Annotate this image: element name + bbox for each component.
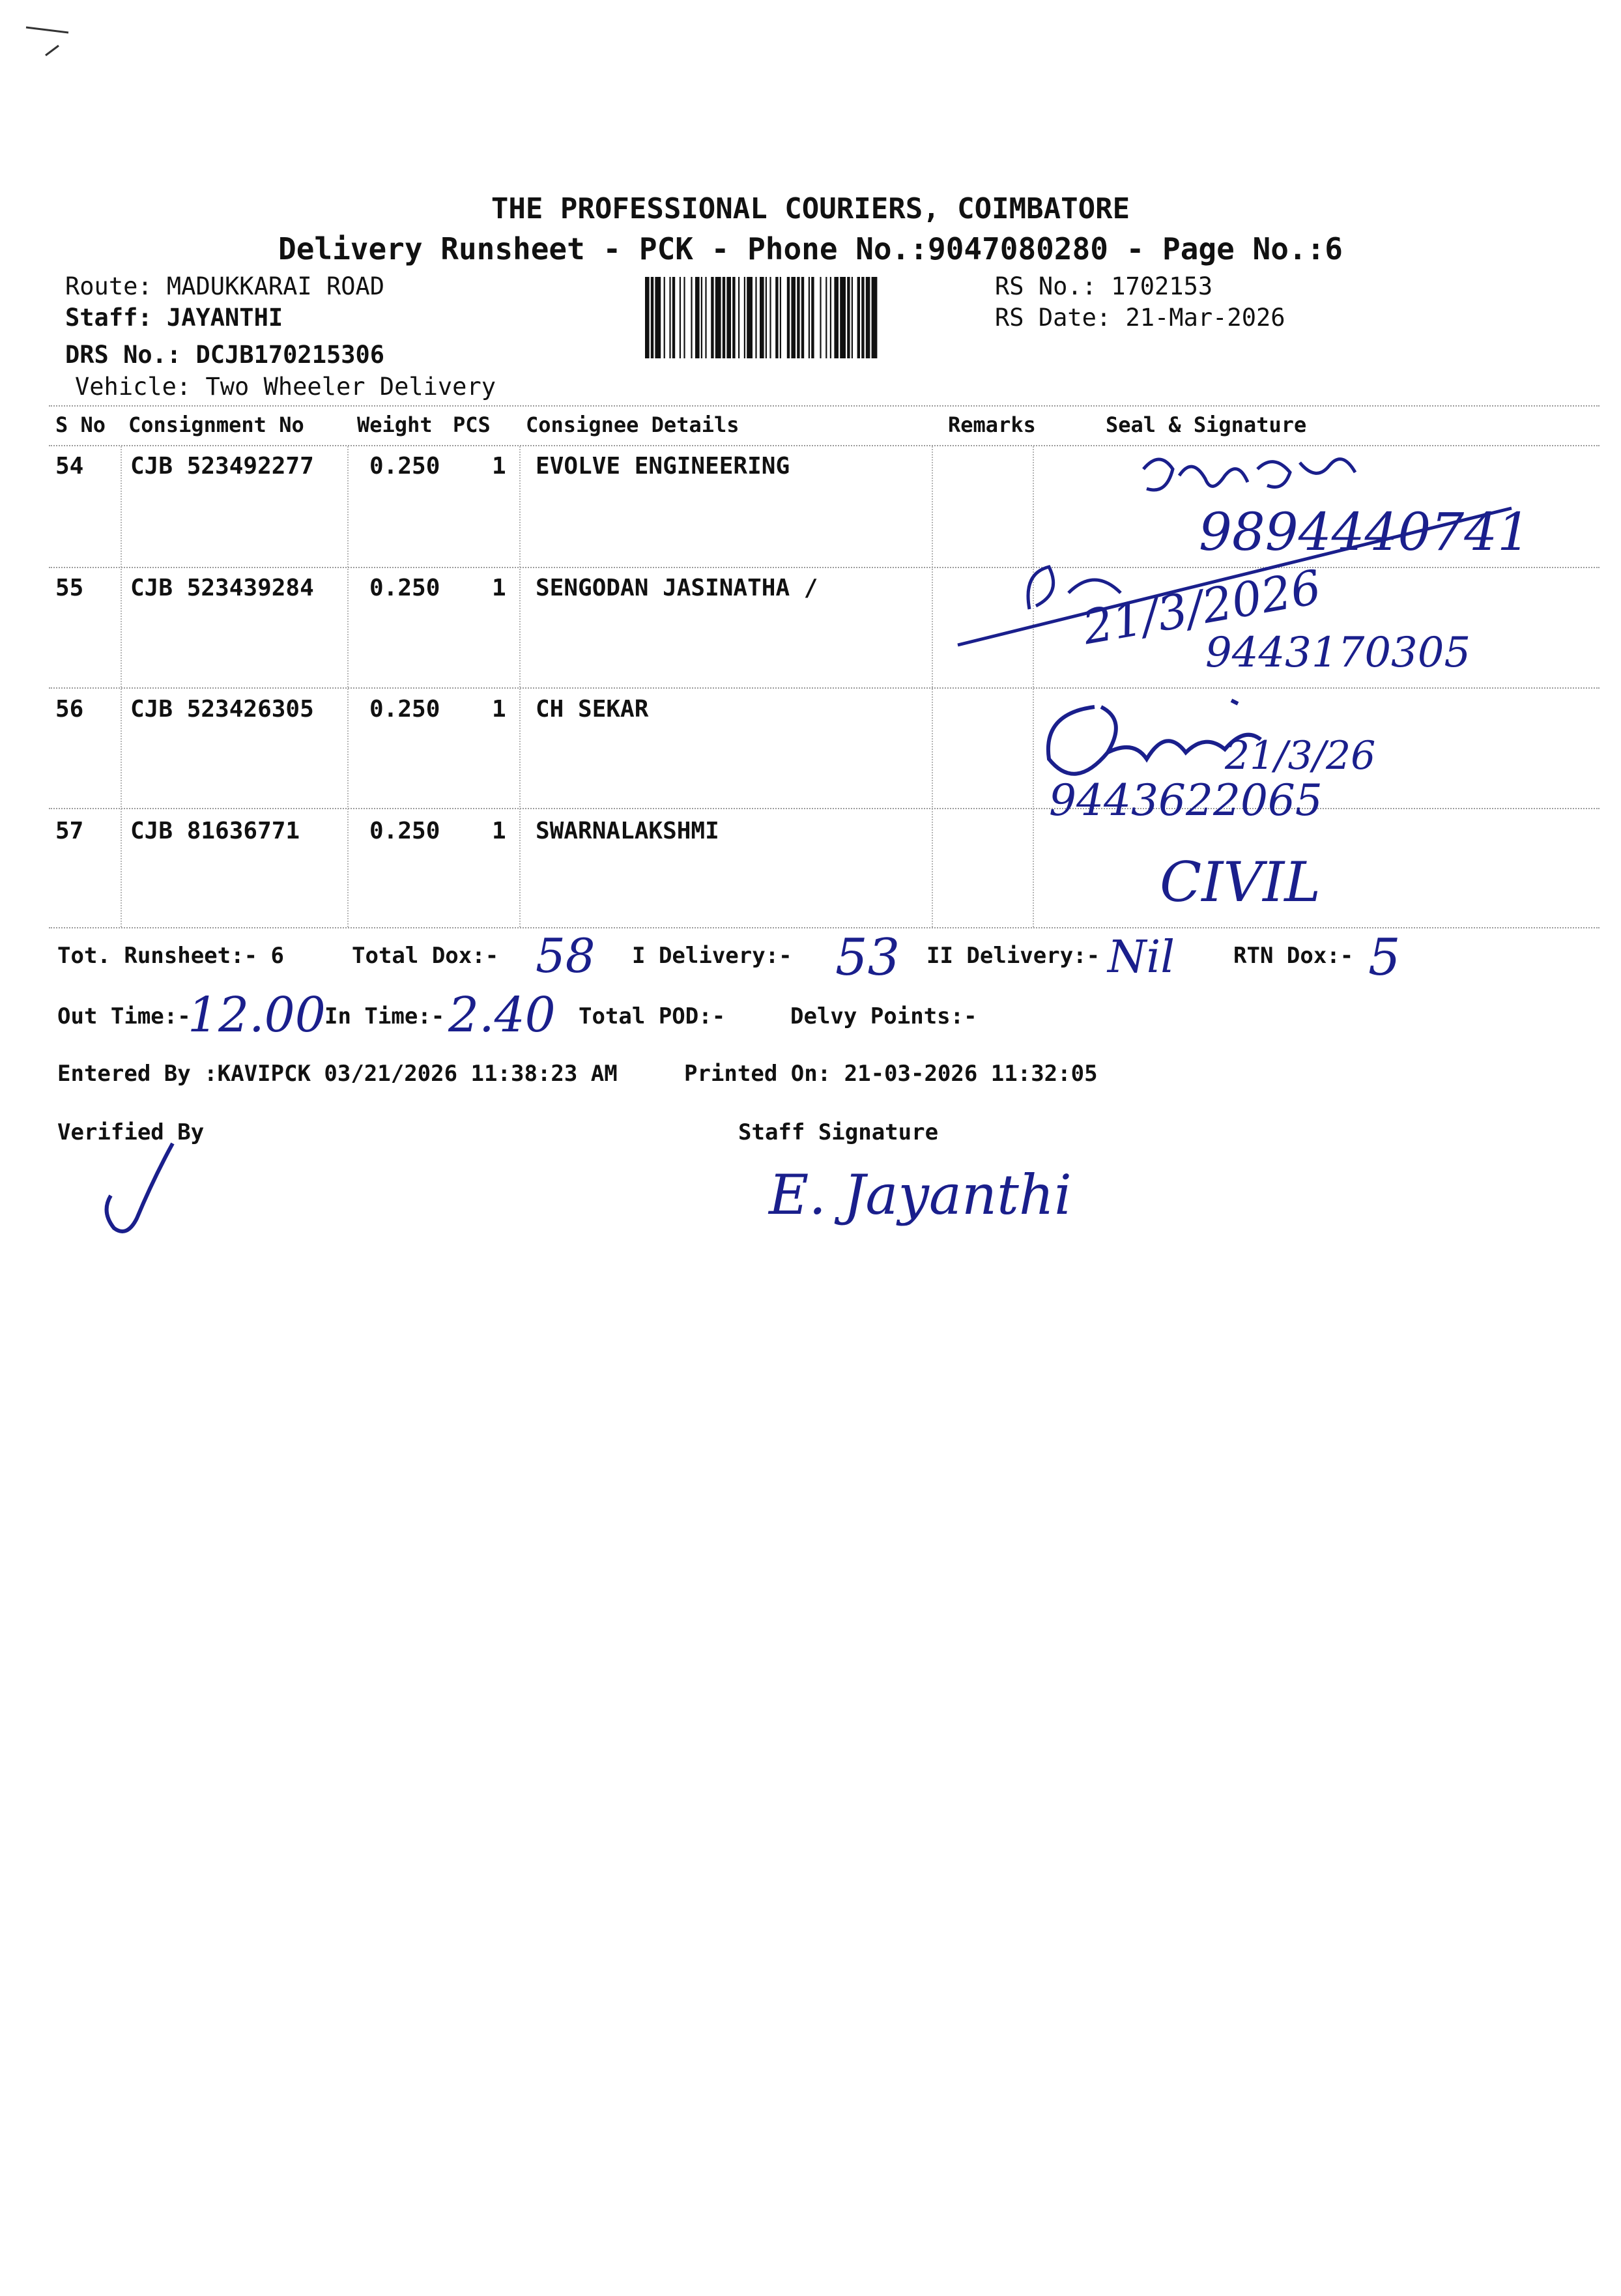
total-dox-value: 58 — [536, 928, 595, 983]
rs-number: RS No.: 1702153 — [995, 272, 1213, 300]
row-rule — [49, 687, 1599, 689]
total-dox-label: Total Dox:- — [352, 943, 499, 969]
row-weight: 0.250 — [369, 696, 440, 723]
rtn-dox-value: 5 — [1368, 928, 1401, 987]
i-delivery-value: 53 — [835, 928, 900, 987]
col-header-remarks: Remarks — [948, 412, 1036, 437]
vehicle-label: Vehicle: Two Wheeler Delivery — [75, 373, 496, 401]
row-weight: 0.250 — [369, 818, 440, 844]
verified-by-label: Verified By — [57, 1119, 205, 1145]
handwritten-phone: 9894440741 — [1199, 502, 1530, 562]
barcode — [645, 277, 987, 358]
col-header-sno: S No — [55, 412, 106, 437]
row-pcs: 1 — [492, 453, 506, 480]
row-sno: 56 — [55, 696, 84, 723]
staff-signature: E. Jayanthi — [769, 1163, 1072, 1227]
tot-runsheet: Tot. Runsheet:- 6 — [57, 943, 284, 969]
checkmark-icon — [98, 1134, 182, 1238]
printed-on: Printed On: 21-03-2026 11:32:05 — [684, 1061, 1098, 1087]
row-consignment: CJB 523426305 — [130, 696, 314, 723]
row-sno: 55 — [55, 575, 84, 601]
row-weight: 0.250 — [369, 575, 440, 601]
delvy-points-label: Delvy Points:- — [790, 1003, 977, 1029]
row-pcs: 1 — [492, 818, 506, 844]
table-top-rule — [49, 405, 1599, 407]
drs-number: DRS No.: DCJB170215306 — [65, 341, 385, 369]
col-header-pcs: PCS — [453, 412, 491, 437]
handwritten-phone: 9443622065 — [1049, 775, 1323, 825]
col-header-seal-signature: Seal & Signature — [1106, 412, 1307, 437]
row-consignment: CJB 523492277 — [130, 453, 314, 480]
total-pod-label: Total POD:- — [579, 1003, 726, 1029]
route-label: Route: MADUKKARAI ROAD — [65, 272, 385, 300]
handwritten-phone: 9443170305 — [1205, 629, 1471, 677]
row-consignment: CJB 523439284 — [130, 575, 314, 601]
company-title: THE PROFESSIONAL COURIERS, COIMBATORE — [491, 192, 1130, 225]
row-consignee: EVOLVE ENGINEERING — [536, 453, 790, 480]
row-consignee: SWARNALAKSHMI — [536, 818, 719, 844]
runsheet-subtitle: Delivery Runsheet - PCK - Phone No.:9047080280 - Page No.:6 — [278, 231, 1343, 266]
in-time-label: In Time:- — [324, 1003, 445, 1029]
table-bottom-rule — [49, 927, 1599, 928]
staff-label: Staff: JAYANTHI — [65, 304, 283, 332]
row-consignee: CH SEKAR — [536, 696, 649, 723]
rtn-dox-label: RTN Dox:- — [1233, 943, 1354, 969]
column-divider — [519, 446, 521, 927]
staff-signature-label: Staff Signature — [738, 1119, 939, 1145]
column-divider — [121, 446, 122, 927]
ii-delivery-label: II Delivery:- — [926, 943, 1100, 969]
entered-by: Entered By :KAVIPCK 03/21/2026 11:38:23 AM — [57, 1061, 618, 1087]
rs-date: RS Date: 21-Mar-2026 — [995, 304, 1285, 332]
ii-delivery-value: Nil — [1108, 932, 1175, 983]
handwritten-date: 21/3/2026 — [1078, 559, 1325, 655]
row-sno: 54 — [55, 453, 84, 480]
column-divider — [347, 446, 349, 927]
row-consignment: CJB 81636771 — [130, 818, 300, 844]
row-weight: 0.250 — [369, 453, 440, 480]
row-consignee: SENGODAN JASINATHA / — [536, 575, 818, 601]
row-rule — [49, 808, 1599, 809]
out-time-label: Out Time:- — [57, 1003, 191, 1029]
column-divider — [932, 446, 933, 927]
row-sno: 57 — [55, 818, 84, 844]
handwritten-date: 21/3/26 — [1225, 733, 1376, 779]
i-delivery-label: I Delivery:- — [632, 943, 792, 969]
row-pcs: 1 — [492, 575, 506, 601]
in-time-value: 2.40 — [448, 987, 556, 1043]
col-header-consignee: Consignee Details — [526, 412, 739, 437]
corner-mark-icon — [20, 20, 78, 59]
out-time-value: 12.00 — [188, 987, 326, 1043]
col-header-weight: Weight — [357, 412, 433, 437]
row-pcs: 1 — [492, 696, 506, 723]
handwritten-civil: CIVIL — [1160, 850, 1321, 914]
col-header-consignment: Consignment No — [128, 412, 304, 437]
